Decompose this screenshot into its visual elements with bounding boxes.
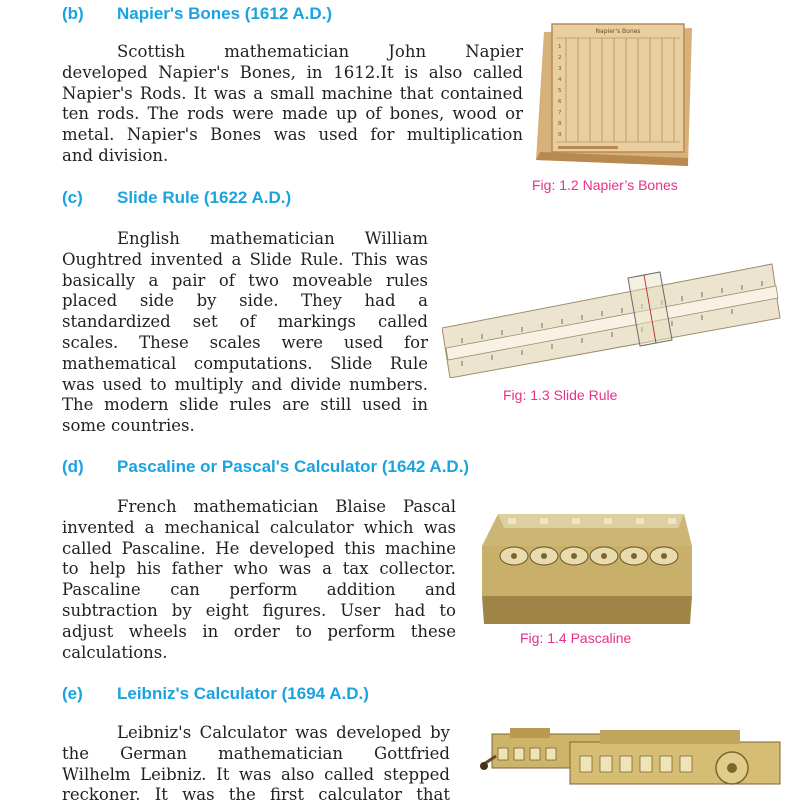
svg-text:9: 9 [558, 132, 562, 138]
figure-caption: Fig: 1.2 Napier’s Bones [532, 177, 678, 193]
paragraph-line: Napier's Rods. It was a small machine that contained [62, 83, 523, 103]
paragraph-line: developed Napier's Bones, in 1612.It is also called [62, 62, 523, 82]
svg-text:3: 3 [558, 66, 562, 72]
svg-text:6: 6 [558, 99, 562, 105]
section-title: Napier's Bones (1612 A.D.) [117, 4, 333, 23]
section-title: Leibniz's Calculator (1694 A.D.) [117, 684, 369, 703]
paragraph-line: ten rods. The rods were made up of bones, wood or [62, 104, 523, 124]
paragraph-line: called Pascaline. He developed this machine [62, 538, 456, 558]
paragraph-line: invented a mechanical calculator which was [62, 517, 456, 537]
paragraph-line: some countries. [62, 416, 195, 436]
napier-box-label: Napier's Bones [595, 28, 641, 35]
paragraph-line: the German mathematician Gottfried [62, 743, 450, 763]
section-letter: (c) [62, 188, 83, 207]
slide-rule-image [442, 258, 782, 378]
paragraph-line: English mathematician William [117, 229, 428, 248]
paragraph-line: was used to multiply and divide numbers. [62, 374, 428, 394]
paragraph-line: Wilhelm Leibniz. It was also called stepped [62, 764, 450, 784]
section-b-paragraph [62, 42, 523, 167]
paragraph-line: Pascaline can perform addition and [62, 580, 456, 600]
section-title: Slide Rule (1622 A.D.) [117, 188, 292, 207]
paragraph-line: calculations. [62, 642, 168, 662]
section-letter: (b) [62, 4, 84, 23]
svg-text:8: 8 [558, 121, 562, 127]
napiers-bones-image [534, 20, 694, 170]
paragraph-line: subtraction by eight figures. User had to [62, 600, 456, 620]
paragraph-line: scales. These scales were used for [62, 332, 428, 352]
paragraph-line: placed side by side. They had a [62, 291, 428, 311]
svg-text:7: 7 [558, 110, 562, 116]
paragraph-line: Oughtred invented a Slide Rule. This was [62, 249, 428, 269]
figure-caption: Fig: 1.4 Pascaline [520, 630, 632, 646]
section-letter: (e) [62, 684, 83, 703]
paragraph-line: standardized set of markings called [62, 312, 428, 332]
section-d-paragraph [62, 497, 456, 663]
section-c-paragraph [62, 229, 428, 437]
paragraph-line: basically a pair of two moveable rules [62, 270, 428, 290]
paragraph-line: adjust wheels in order to perform these [62, 621, 456, 641]
pascaline-image [478, 506, 696, 630]
paragraph-line: The modern slide rules are still used in [62, 395, 428, 415]
section-e-paragraph [62, 723, 450, 806]
section-letter: (d) [62, 457, 84, 476]
paragraph-line: to help his father who was a tax collector. [62, 559, 456, 579]
paragraph-line: French mathematician Blaise Pascal [117, 497, 456, 516]
leibniz-calculator-image [480, 724, 784, 800]
paragraph-line: Scottish mathematician John Napier [117, 42, 523, 61]
section-title: Pascaline or Pascal's Calculator (1642 A.D.) [117, 457, 470, 476]
svg-text:4: 4 [558, 77, 562, 83]
svg-text:2: 2 [558, 55, 562, 61]
svg-text:5: 5 [558, 88, 562, 94]
svg-text:1: 1 [558, 44, 562, 50]
paragraph-line: metal. Napier's Bones was used for multiplication [62, 125, 523, 145]
figure-caption: Fig: 1.3 Slide Rule [503, 387, 618, 403]
paragraph-line: mathematical computations. Slide Rule [62, 353, 428, 373]
paragraph-line: reckoner. It was the first calculator that [62, 785, 450, 805]
paragraph-line: Leibniz's Calculator was developed by [117, 723, 450, 742]
paragraph-line: and division. [62, 145, 169, 165]
